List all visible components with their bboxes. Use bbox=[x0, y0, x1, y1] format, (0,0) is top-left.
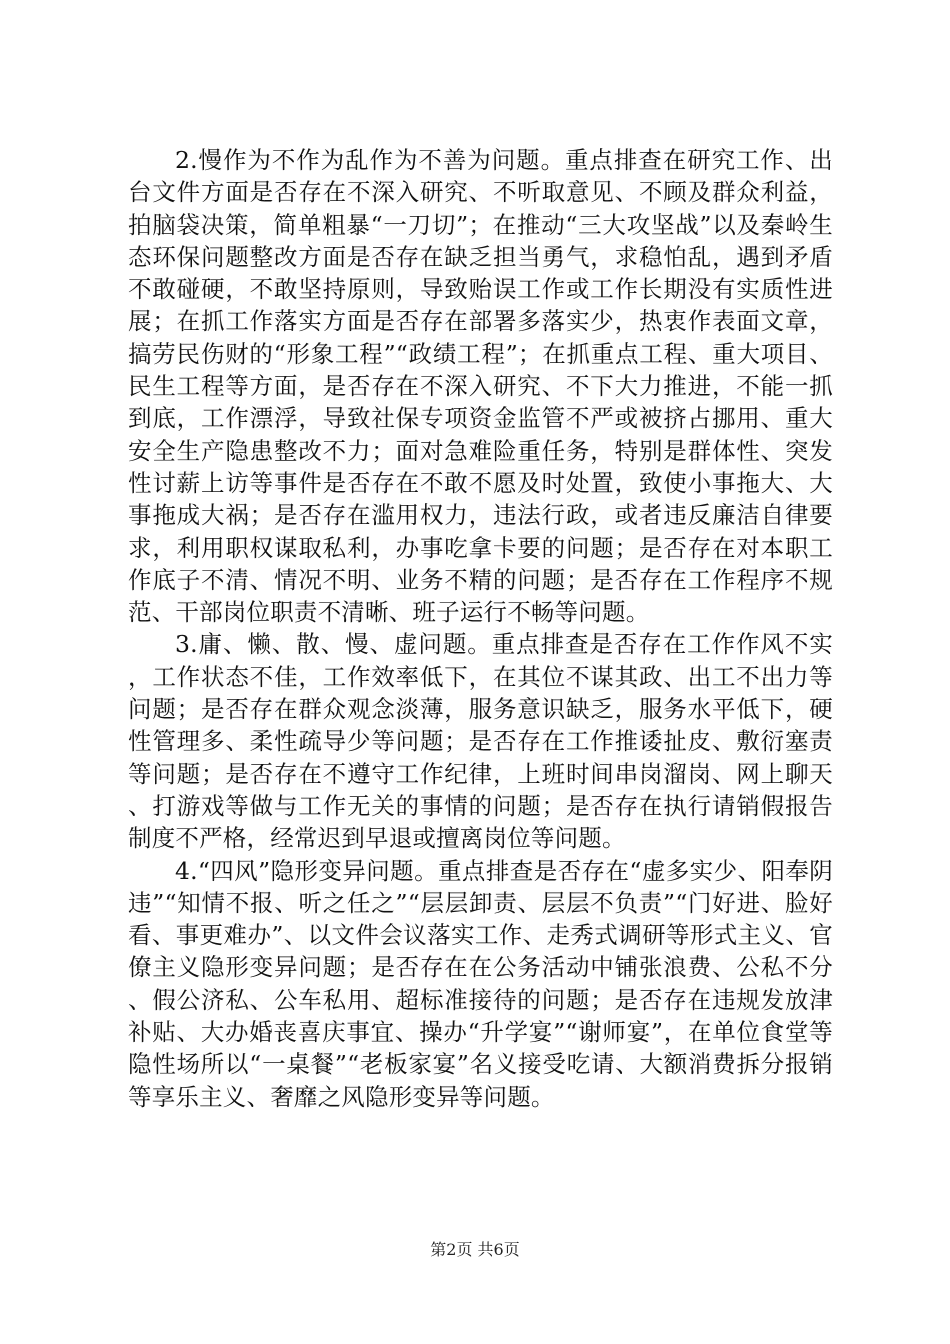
paragraph-item-2: 2.慢作为不作为乱作为不善为问题。重点排查在研究工作、出台文件方面是否存在不深入研究、不听取意见、不顾及群众利益，拍脑袋决策，简单粗暴“一刀切”；在推动“三大攻坚战”以及秦岭生态环保问题整改方面是否存在缺乏担当勇气，求稳怕乱，遇到矛盾不敢碰硬，不敢坚持原则，导致贻误工作或工作长期没有实质性进展；在抓工作落实方面是否存在部署多落实少，热衷作表面文章，搞劳民伤财的“形象工程”“政绩工程”；在抓重点工程、重大项目、民生工程等方面，是否存在不深入研究、不下大力推进，不能一抓到底，工作漂浮，导致社保专项资金监管不严或被挤占挪用、重大安全生产隐患整改不力；面对急难险重任务，特别是群体性、突发性讨薪上访等事件是否存在不敢不愿及时处置，致使小事拖大、大事拖成大祸；是否存在滥用权力，违法行政，或者违反廉洁自律要求，利用职权谋取私利，办事吃拿卡要的问题；是否存在对本职工作底子不清、情况不明、业务不精的问题；是否存在工作程序不规范、干部岗位职责不清晰、班子运行不畅等问题。 bbox=[128, 146, 833, 627]
page-footer: 第2页 共6页 bbox=[430, 1240, 520, 1259]
paragraph-item-3: 3.庸、懒、散、慢、虚问题。重点排查是否存在工作作风不实，工作状态不佳，工作效率低下，在其位不谋其政、出工不出力等问题；是否存在群众观念淡薄，服务意识缺乏，服务水平低下，硬性管理多、柔性疏导少等问题；是否存在工作推诿扯皮、敷衍塞责等问题；是否存在不遵守工作纪律，上班时间串岗溜岗、网上聊天、打游戏等做与工作无关的事情的问题；是否存在执行请销假报告制度不严格，经常迟到早退或擅离岗位等问题。 bbox=[128, 630, 833, 853]
paragraph-item-4: 4.“四风”隐形变异问题。重点排查是否存在“虚多实少、阳奉阴违”“知情不报、听之任之”“层层卸责、层层不负责”“门好进、脸好看、事更难办”、以文件会议落实工作、走秀式调研等形式主义、官僚主义隐形变异问题；是否存在在公务活动中铺张浪费、公私不分、假公济私、公车私用、超标准接待的问题；是否存在违规发放津补贴、大办婚丧喜庆事宜、操办“升学宴”“谢师宴”，在单位食堂等隐性场所以“一桌餐”“老板家宴”名义接受吃请、大额消费拆分报销等享乐主义、奢靡之风隐形变异等问题。 bbox=[128, 856, 833, 1111]
document-body bbox=[128, 144, 833, 1113]
